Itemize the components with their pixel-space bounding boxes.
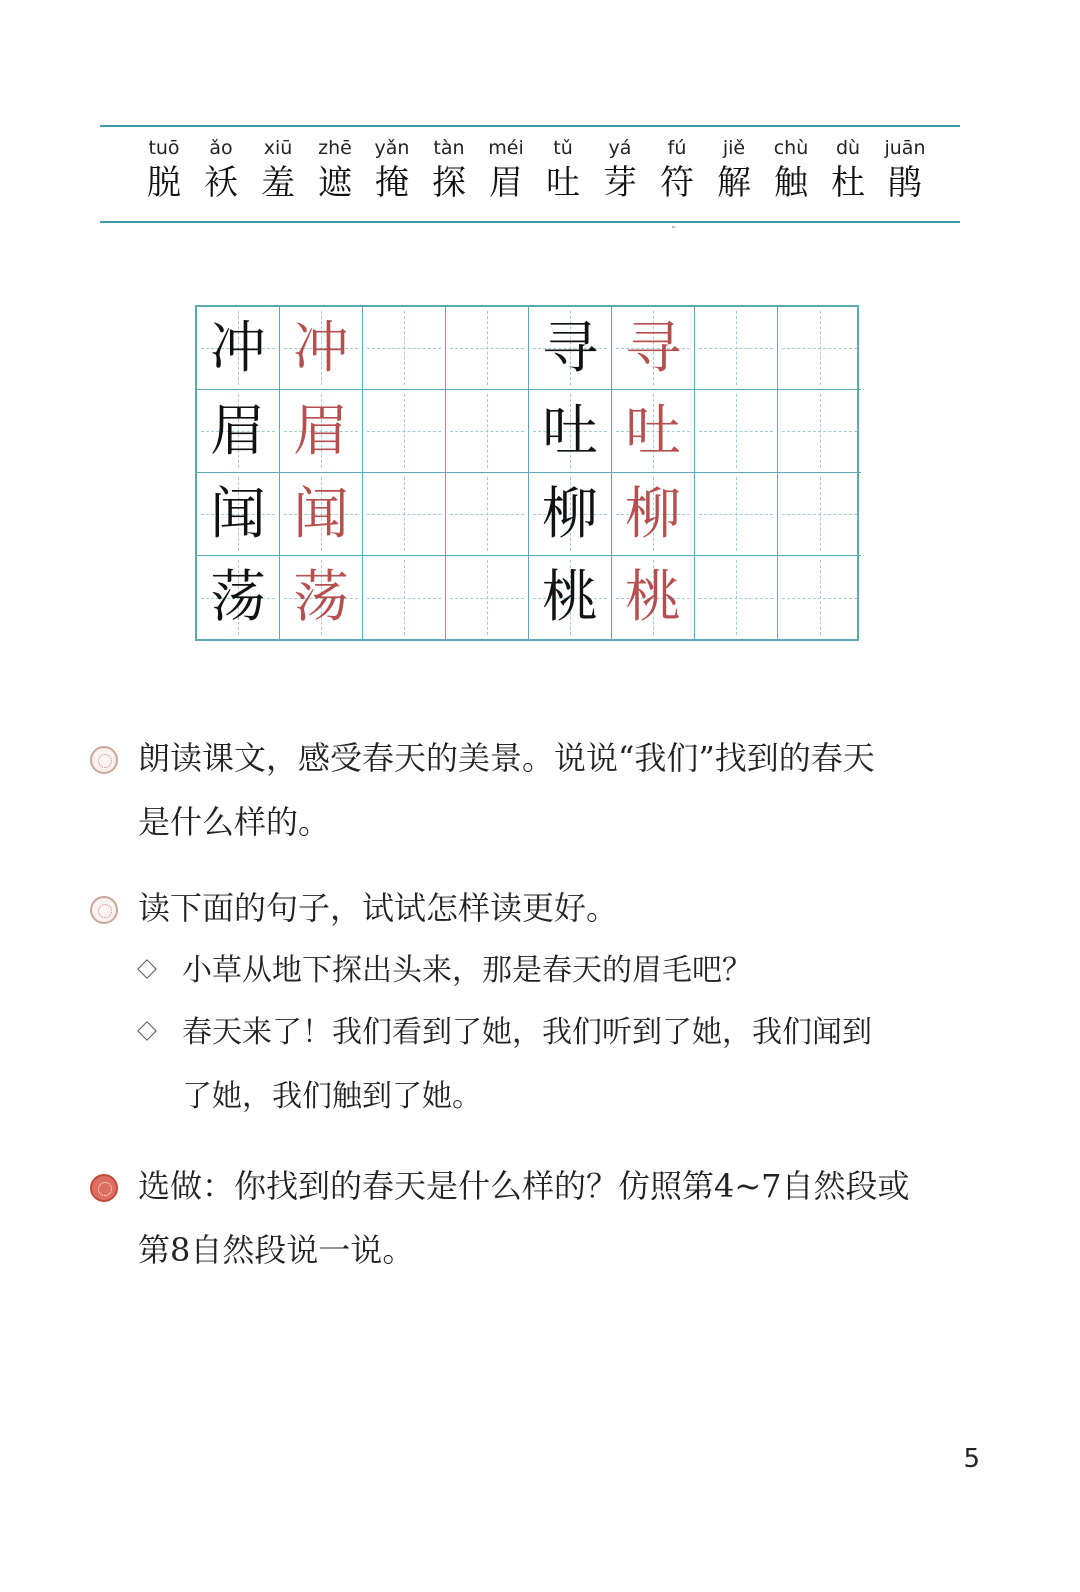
grid-cell	[446, 390, 529, 473]
exercise-reading	[90, 726, 970, 856]
diamond-bullet-icon	[137, 959, 157, 979]
sentence-line: 了她，我们触到了她。	[182, 1079, 482, 1114]
vocab-char: 杜	[831, 163, 865, 203]
diamond-bullet-icon	[137, 1021, 157, 1041]
exercise-instruction	[138, 876, 618, 940]
model-character: 桃	[542, 565, 598, 630]
grid-cell	[446, 556, 529, 639]
vocab-char: 鹃	[888, 163, 922, 203]
vocab-item	[250, 135, 306, 205]
exercise-line: 读下面的句子，试试怎样读更好。	[138, 889, 619, 927]
exercise-line: 是什么样的。	[138, 803, 331, 841]
exercise-text	[138, 1154, 910, 1282]
grid-cell	[529, 390, 612, 473]
exercise-sentences	[90, 876, 970, 1126]
model-character: 闻	[210, 482, 266, 547]
exercise-optional	[90, 1154, 970, 1284]
grid-cell	[197, 473, 280, 556]
vocab-char: 遮	[318, 163, 352, 203]
vocabulary-row	[136, 135, 936, 215]
grid-cell	[695, 307, 778, 390]
trace-character: 闻	[293, 482, 349, 547]
grid-cell	[529, 473, 612, 556]
trace-character: 冲	[293, 316, 349, 381]
grid-cell	[197, 390, 280, 473]
grid-cell	[778, 307, 861, 390]
grid-cell	[695, 556, 778, 639]
vocab-pinyin: tàn	[433, 137, 465, 159]
vocab-item	[763, 135, 819, 205]
vocab-char: 羞	[261, 163, 295, 203]
vocab-item	[820, 135, 876, 205]
vocab-item	[193, 135, 249, 205]
grid-cell	[778, 473, 861, 556]
grid-cell	[363, 390, 446, 473]
vocab-pinyin: tuō	[148, 137, 180, 159]
grid-cell	[778, 556, 861, 639]
model-character: 冲	[210, 316, 266, 381]
exercise-line: 选做：你找到的春天是什么样的？仿照第4~7自然段或	[138, 1167, 910, 1205]
model-character: 荡	[210, 565, 266, 630]
grid-cell	[529, 556, 612, 639]
vocab-char: 掩	[375, 163, 409, 203]
vocab-pinyin: xiū	[263, 137, 293, 159]
vocab-item	[307, 135, 363, 205]
vocab-item	[421, 135, 477, 205]
vocab-char: 袄	[204, 163, 238, 203]
vocab-item	[706, 135, 762, 205]
vocab-pinyin: tǔ	[553, 137, 573, 159]
exercise-line: 朗读课文，感受春天的美景。说说“我们”找到的春天	[138, 739, 875, 777]
grid-cell	[612, 307, 695, 390]
vocabulary-band	[100, 125, 960, 223]
grid-cell	[280, 307, 363, 390]
grid-cell	[446, 307, 529, 390]
vocab-item	[592, 135, 648, 205]
vocab-item	[535, 135, 591, 205]
print-speck	[672, 226, 675, 228]
vocab-char: 探	[432, 163, 466, 203]
grid-cell	[280, 473, 363, 556]
grid-cell	[197, 307, 280, 390]
grid-cell	[695, 473, 778, 556]
vocab-char: 解	[717, 163, 751, 203]
vocab-char: 符	[660, 163, 694, 203]
grid-row	[197, 473, 857, 556]
grid-cell	[197, 556, 280, 639]
vocab-pinyin: zhē	[318, 137, 352, 159]
model-character: 吐	[542, 399, 598, 464]
grid-cell	[695, 390, 778, 473]
trace-character: 柳	[625, 482, 681, 547]
grid-cell	[280, 556, 363, 639]
vocab-item	[649, 135, 705, 205]
vocab-pinyin: juān	[884, 137, 926, 159]
grid-cell	[446, 473, 529, 556]
model-character: 寻	[542, 316, 598, 381]
trace-character: 吐	[625, 399, 681, 464]
sentence-line: 小草从地下探出头来，那是春天的眉毛吧？	[182, 953, 752, 988]
seal-icon-filled	[90, 1174, 118, 1202]
trace-character: 桃	[625, 565, 681, 630]
model-character: 柳	[542, 482, 598, 547]
vocab-item	[478, 135, 534, 205]
grid-cell	[363, 556, 446, 639]
seal-icon	[90, 746, 118, 774]
vocab-pinyin: méi	[488, 137, 524, 159]
model-character: 眉	[210, 399, 266, 464]
grid-cell	[529, 307, 612, 390]
trace-character: 眉	[293, 399, 349, 464]
vocab-item	[877, 135, 933, 205]
grid-cell	[612, 556, 695, 639]
seal-icon	[90, 896, 118, 924]
grid-cell	[778, 390, 861, 473]
vocab-char: 吐	[546, 163, 580, 203]
writing-grid	[195, 305, 859, 641]
grid-cell	[363, 307, 446, 390]
grid-cell	[363, 473, 446, 556]
vocab-char: 触	[774, 163, 808, 203]
vocab-char: 眉	[489, 163, 523, 203]
sentence-line: 春天来了！我们看到了她，我们听到了她，我们闻到	[182, 1015, 872, 1050]
grid-row	[197, 390, 857, 473]
exercise-line: 第8自然段说一说。	[138, 1231, 415, 1269]
vocab-pinyin: yǎn	[374, 137, 410, 159]
page-number: 5	[963, 1444, 980, 1474]
vocab-pinyin: ǎo	[209, 137, 233, 159]
vocab-pinyin: chù	[773, 137, 809, 159]
trace-character: 寻	[625, 316, 681, 381]
trace-character: 荡	[293, 565, 349, 630]
grid-row	[197, 307, 857, 390]
vocab-pinyin: jiě	[722, 137, 746, 159]
vocab-pinyin: fú	[667, 137, 687, 159]
vocab-char: 芽	[603, 163, 637, 203]
grid-cell	[612, 390, 695, 473]
vocab-pinyin: yá	[608, 137, 632, 159]
vocab-item	[136, 135, 192, 205]
vocab-item	[364, 135, 420, 205]
vocab-char: 脱	[147, 163, 181, 203]
grid-row	[197, 556, 857, 639]
grid-cell	[280, 390, 363, 473]
exercise-text	[138, 726, 875, 854]
vocab-pinyin: dù	[835, 137, 861, 159]
grid-cell	[612, 473, 695, 556]
